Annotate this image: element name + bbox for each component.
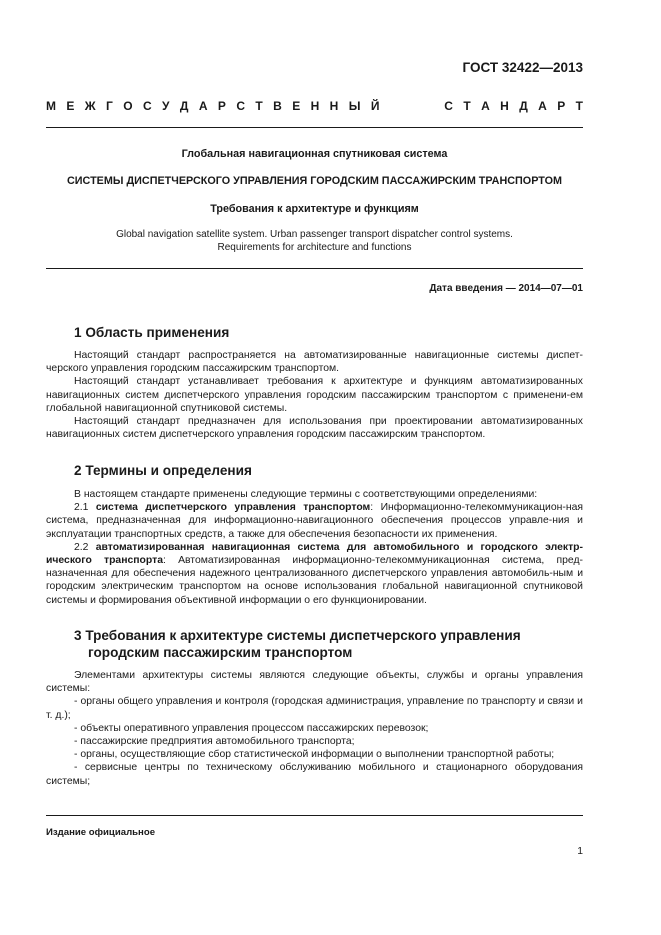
term-2-2 [46, 541, 583, 607]
banner-letter: А [481, 99, 490, 113]
term-name: система диспетчерского управления транспортом [95, 502, 371, 514]
banner-letter: Ы [348, 99, 361, 113]
footer-divider [46, 815, 583, 816]
official-edition-label: Издание официальное [46, 827, 156, 838]
section-2-heading: 2 Термины и определения [74, 463, 252, 478]
section-1-heading: 1 Область применения [74, 325, 230, 340]
term-definition: : Автоматизированная информационно-телекоммуникационная система, пред-назначенная для обеспечения надежного централизованного диспетчерского управления автомобиль-ным и городским электрическим транспортом на основе использования глобальной навигационной спутниковой системы и формирования объективной информации о его функционировании. [46, 555, 584, 606]
banner-letter: Е [66, 99, 75, 113]
banner-letter: Д [179, 99, 189, 113]
banner-letter: У [162, 99, 170, 113]
title-system: Глобальная навигационная спутниковая система [181, 148, 448, 160]
top-divider [46, 127, 583, 128]
title-subtitle: Требования к архитектуре и функциям [210, 203, 419, 215]
list-item: - пассажирские предприятия автомобильного транспорта; [74, 736, 355, 748]
banner-letter: Т [463, 99, 471, 113]
banner-letter: С [444, 99, 453, 113]
term-definition: : Информационно-телекоммуникацион-ная система, предназначенная для информационно-навигационного обеспечения процессов управле-ния и эксплуатации транспортных средств, а также для обеспечения безопасности их применения. [46, 502, 583, 540]
standard-code: ГОСТ 32422—2013 [462, 60, 583, 75]
title-english-line2: Requirements for architecture and functions [217, 242, 412, 253]
term-number: 2.1 [74, 502, 96, 514]
list-item: - сервисные центры по техническому обслуживанию мобильного и стационарного оборудования системы; [46, 762, 583, 787]
section-3-intro: Элементами архитектуры системы являются следующие объекты, службы и органы управления системы: [46, 670, 583, 695]
banner-letter: Д [519, 99, 528, 113]
banner-letter: Т [255, 99, 263, 113]
banner-letter: Н [500, 99, 509, 113]
term-2-1 [46, 501, 583, 541]
page-number: 1 [577, 846, 583, 857]
title-english [46, 228, 583, 254]
banner-letter: Т [575, 99, 583, 113]
term-name: автоматизированная навигационная система для автомобильного и городского электр-ического транспорта [46, 541, 583, 567]
section-1-paragraph: Настоящий стандарт устанавливает требования к архитектуре и функциям автоматизированных навигационных систем диспетчерского управления городским пассажирским транспортом с применени-ем глобальной навигационной спутниковой системы. [46, 376, 583, 414]
introduction-date: Дата введения — 2014—07—01 [429, 283, 583, 294]
banner-letter: Н [310, 99, 320, 113]
banner-letter: А [538, 99, 547, 113]
banner-letter: М [46, 99, 56, 113]
title-english-line1: Global navigation satellite system. Urban passenger transport dispatcher control systems. [116, 229, 513, 240]
list-item: - органы, осуществляющие сбор статистической информации о выполнении транспортной работы; [74, 749, 555, 761]
section-3-heading [74, 627, 521, 661]
section-2-intro: В настоящем стандарте применены следующие термины с соответствующими определениями: [74, 489, 538, 500]
list-item: - органы общего управления и контроля (городская администрация, управление по транспорту и связи и т. д.); [46, 696, 583, 721]
list-item: - объекты оперативного управления процессом пассажирских перевозок; [74, 722, 429, 734]
banner-letter: О [123, 99, 133, 113]
section-1-paragraph: Настоящий стандарт распространяется на автоматизированные навигационные системы диспет-черского управления городским пассажирским транспортом. [46, 350, 583, 375]
banner-letter: А [198, 99, 208, 113]
section-3-heading-line1: 3 Требования к архитектуре системы диспетчерского управления [74, 628, 521, 643]
banner-letter: Ж [84, 99, 96, 113]
banner-letter: Н [329, 99, 339, 113]
section-1-paragraph: Настоящий стандарт предназначен для использования при проектировании автоматизированных навигационных систем диспетчерского управления городским пассажирским транспортом. [46, 416, 583, 441]
banner-gap [390, 99, 434, 113]
banner-letter: Й [370, 99, 380, 113]
banner-letter: Е [292, 99, 301, 113]
banner-letter: В [273, 99, 282, 113]
banner-letter: Р [557, 99, 566, 113]
section-3-body [46, 669, 583, 788]
section-1-body [46, 349, 583, 441]
banner-letter: С [142, 99, 152, 113]
section-2-body [46, 488, 583, 607]
interstate-standard-banner [46, 99, 583, 113]
term-number: 2.2 [74, 541, 96, 553]
banner-letter: Г [106, 99, 113, 113]
banner-letter: Р [217, 99, 226, 113]
title-divider [46, 268, 583, 269]
banner-letter: С [236, 99, 245, 113]
title-main: СИСТЕМЫ ДИСПЕТЧЕРСКОГО УПРАВЛЕНИЯ ГОРОДСКИМ ПАССАЖИРСКИМ ТРАНСПОРТОМ [67, 175, 562, 187]
section-3-heading-line2: городским пассажирским транспортом [88, 645, 353, 660]
